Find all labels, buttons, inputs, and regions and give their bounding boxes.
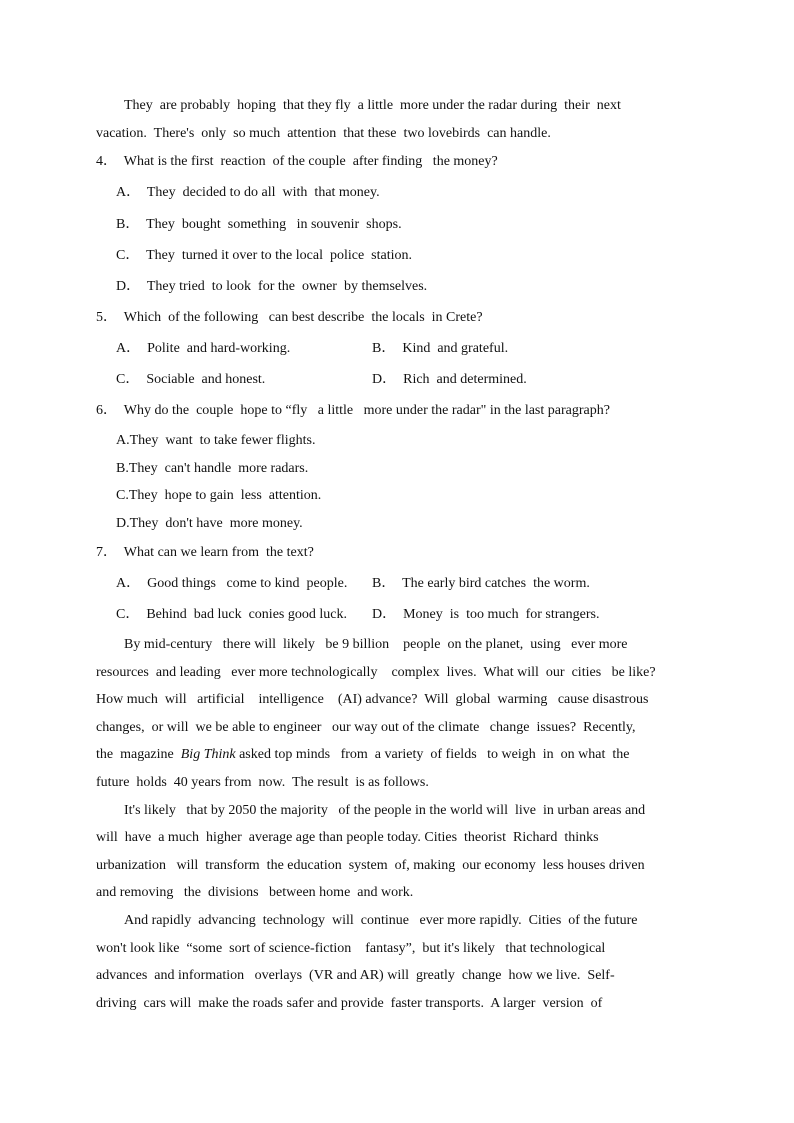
question-4-option-d: D． They tried to look for the owner by themselves. — [116, 279, 428, 294]
passage-p1-line-1: By mid-century there will likely be 9 billion people on the planet, using ever more — [124, 637, 628, 652]
magazine-title: Big Think — [180, 747, 236, 762]
passage-p3-line-1: And rapidly advancing technology will continue ever more rapidly. Cities of the future — [124, 913, 638, 928]
passage-p3-line-2: won't look like “some sort of science-fiction fantasy”, but it's likely that technological — [96, 941, 606, 956]
question-5-option-b: B． Kind and grateful. — [372, 341, 509, 356]
question-5-option-c: C． Sociable and honest. — [116, 372, 266, 387]
passage-p3-line-4: driving cars will make the roads safer and provide faster transports. A larger version of — [96, 996, 603, 1011]
question-7-option-b: B． The early bird catches the worm. — [372, 576, 590, 591]
passage-p1-line-6: future holds 40 years from now. The result is as follows. — [96, 775, 429, 790]
question-6-option-b: B.They can't handle more radars. — [116, 461, 309, 476]
passage-p1-line-5 — [96, 747, 629, 763]
passage-p1-line-4: changes, or will we be able to engineer our way out of the climate change issues? Recently, — [96, 720, 636, 735]
passage-p3-line-3: advances and information overlays (VR and AR) will greatly change how we live. Self- — [96, 968, 615, 983]
question-4-option-b: B． They bought something in souvenir shops. — [116, 217, 402, 232]
passage-p1-line-3: How much will artificial intelligence (AI) advance? Will global warming cause disastrous — [96, 692, 649, 707]
question-4-option-a: A． They decided to do all with that money. — [116, 185, 380, 200]
question-6-stem: 6． Why do the couple hope to “fly a little more under the radar" in the last paragraph? — [96, 403, 610, 418]
question-6-option-d: D.They don't have more money. — [116, 516, 303, 531]
passage-p2-line-1: It's likely that by 2050 the majority of the people in the world will live in urban areas and — [124, 803, 646, 818]
question-6-option-a: A.They want to take fewer flights. — [116, 433, 316, 448]
question-7-option-c: C． Behind bad luck conies good luck. — [116, 607, 347, 622]
question-5-stem: 5． Which of the following can best describe the locals in Crete? — [96, 310, 483, 325]
question-7-stem: 7． What can we learn from the text? — [96, 545, 314, 560]
passage-p1-line-5-end: asked top minds from a variety of fields to weigh in on what the — [235, 747, 630, 762]
question-7-option-a: A． Good things come to kind people. — [116, 576, 348, 591]
intro-line-1: They are probably hoping that they fly a little more under the radar during their next — [124, 98, 621, 113]
question-5-option-d: D． Rich and determined. — [372, 372, 527, 387]
question-4-stem: 4． What is the first reaction of the couple after finding the money? — [96, 154, 498, 169]
passage-p2-line-3: urbanization will transform the education system of, making our economy less houses driven — [96, 858, 645, 873]
passage-p1-line-5-start: the magazine — [96, 747, 181, 762]
passage-p1-line-2: resources and leading ever more technologically complex lives. What will our cities be like? — [96, 665, 656, 680]
question-5-option-a: A． Polite and hard-working. — [116, 341, 291, 356]
intro-line-2: vacation. There's only so much attention that these two lovebirds can handle. — [96, 126, 551, 141]
question-6-option-c: C.They hope to gain less attention. — [116, 488, 322, 503]
passage-p2-line-2: will have a much higher average age than people today. Cities theorist Richard thinks — [96, 830, 599, 845]
question-7-option-d: D． Money is too much for strangers. — [372, 607, 600, 622]
passage-p2-line-4: and removing the divisions between home and work. — [96, 885, 414, 900]
question-4-option-c: C． They turned it over to the local police station. — [116, 248, 413, 263]
